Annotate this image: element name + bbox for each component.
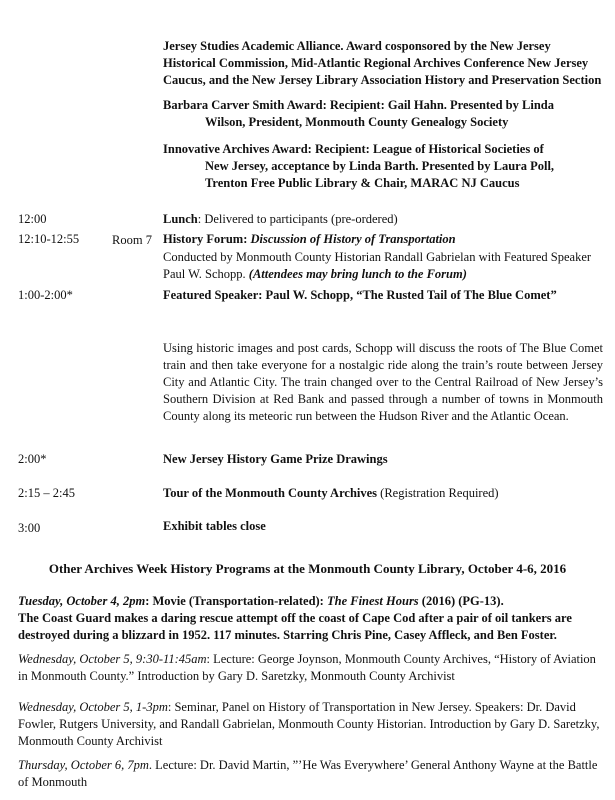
tour-label: Tour of the Monmouth County Archives <box>163 486 378 500</box>
program-1-rest: (2016) (PG-13). <box>418 594 504 608</box>
program-item <box>18 757 603 791</box>
time-tour: 2:15 – 2:45 <box>18 486 75 500</box>
program-item <box>18 593 603 644</box>
award-barbara-carver-smith <box>163 97 603 131</box>
program-3-rest: : Seminar, Panel on History of Transportation in New Jersey. Speakers: Dr. David Fowler, Rutgers University, and Randall Gabrielan, Monmouth County Historian. Introduction by Gary D. Saretzky, Monmouth County Archivist <box>18 700 600 748</box>
forum-note: (Attendees may bring lunch to the Forum) <box>248 267 467 281</box>
award-barbara-line2: Wilson, President, Monmouth County Genealogy Society <box>205 115 509 129</box>
time-close: 3:00 <box>18 521 41 535</box>
event-exhibit-close: Exhibit tables close <box>163 519 266 533</box>
other-programs-heading: Other Archives Week History Programs at the Monmouth County Library, October 4-6, 2016 <box>48 561 567 576</box>
time-lunch: 12:00 <box>18 212 47 226</box>
time-game: 2:00* <box>18 452 47 466</box>
tour-detail: (Registration Required) <box>377 486 499 500</box>
program-1-when: Tuesday, October 4, 2pm <box>18 594 146 608</box>
featured-speaker-description: Using historic images and post cards, Schopp will discuss the roots of The Blue Comet train and then take everyone for a nostalgic ride along the train’s route between Jersey City and Atlantic City. The train changed over to the Central Railroad of New Jersey’s Southern Division at Red Bank and passed through a number of towns in Monmouth County along its meteoric run between the Hudson River and the Atlantic Ocean. <box>163 341 603 423</box>
forum-title: History Forum: <box>163 232 251 246</box>
program-4-when: Thursday, October 6, 7pm <box>18 758 149 772</box>
event-lunch <box>163 211 603 228</box>
featured-speaker-title: Featured Speaker: Paul W. Schopp, “The Rusted Tail of The Blue Comet” <box>163 288 557 302</box>
award-innovative-line1: Innovative Archives Award: Recipient: League of Historical Societies of <box>163 142 544 156</box>
award-barbara-line1: Barbara Carver Smith Award: Recipient: Gail Hahn. Presented by Linda <box>163 98 554 112</box>
program-1-film: The Finest Hours <box>326 594 419 608</box>
program-item <box>18 699 603 750</box>
event-history-forum <box>163 231 603 248</box>
lunch-detail: : Delivered to participants (pre-ordered) <box>197 212 398 226</box>
event-archives-tour <box>163 485 603 502</box>
forum-subtitle: Discussion of History of Transportation <box>250 232 456 246</box>
program-item <box>18 651 603 685</box>
program-4-rest: . Lecture: Dr. David Martin, ”’He Was Everywhere’ General Anthony Wayne at the Battle of Monmouth <box>18 758 598 789</box>
forum-room: Room 7 <box>112 233 152 247</box>
time-forum: 12:10-12:55 <box>18 232 80 246</box>
program-1-mid: : Movie (Transportation-related): <box>145 594 327 608</box>
event-game-drawings: New Jersey History Game Prize Drawings <box>163 452 388 466</box>
program-2-rest: : Lecture: George Joynson, Monmouth County Archives, “History of Aviation in Monmouth County.” Introduction by Gary D. Saretzky, Monmouth County Archivist <box>18 652 596 683</box>
time-featured-speaker: 1:00-2:00* <box>18 288 73 302</box>
program-1-body: The Coast Guard makes a daring rescue attempt off the coast of Cape Cod after a pair of oil tankers are destroyed during a blizzard in 1952. 117 minutes. Starring Chris Pine, Casey Affleck, and Ben Foster. <box>18 611 572 642</box>
award-innovative-line2: New Jersey, acceptance by Linda Barth. Presented by Laura Poll, <box>205 159 555 173</box>
award-jersey-studies-text: Jersey Studies Academic Alliance. Award cosponsored by the New Jersey Historical Commission, Mid-Atlantic Regional Archives Conference New Jersey Caucus, and the New Jersey Library Association History and Preservation Section <box>163 39 602 87</box>
award-jersey-studies <box>163 38 603 89</box>
forum-body: Conducted by Monmouth County Historian Randall Gabrielan with Featured Speaker Paul W. Schopp. <box>163 250 592 281</box>
award-innovative-archives <box>163 141 603 192</box>
forum-description <box>163 249 603 283</box>
program-3-when: Wednesday, October 5, 1-3pm <box>18 700 168 714</box>
program-2-when: Wednesday, October 5, 9:30-11:45am <box>18 652 207 666</box>
lunch-label: Lunch <box>163 212 198 226</box>
award-innovative-line3: Trenton Free Public Library & Chair, MARAC NJ Caucus <box>205 176 520 190</box>
